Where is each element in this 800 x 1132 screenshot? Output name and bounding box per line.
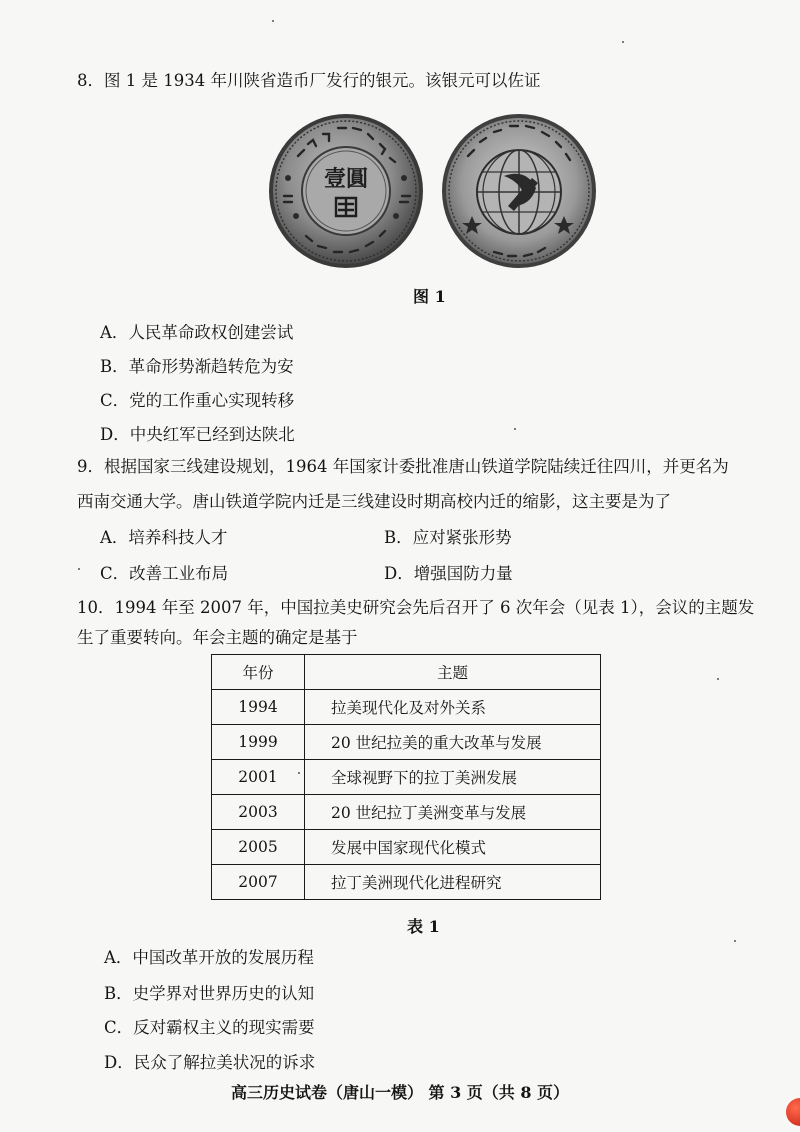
q10-table-caption: 表 1 (407, 917, 440, 936)
q9-option-d: D．增强国防力量 (384, 564, 513, 583)
q10-option-d: D．民众了解拉美状况的诉求 (104, 1053, 316, 1072)
page-footer: 高三历史试卷（唐山一模） 第 3 页（共 8 页） (230, 1083, 570, 1102)
q8-option-a: A．人民革命政权创建尝试 (100, 323, 294, 342)
table-cell-year: 2005 (212, 830, 305, 865)
coin-reverse (442, 114, 596, 268)
table-row (212, 725, 601, 760)
table-row (212, 830, 601, 865)
table-row (212, 795, 601, 830)
table-cell-theme: 拉美现代化及对外关系 (305, 690, 601, 725)
table-cell-year: 2007 (212, 865, 305, 900)
q9-option-b: B．应对紧张形势 (384, 528, 512, 547)
coin-obverse (269, 114, 423, 268)
q8-figure-caption: 图 1 (413, 287, 446, 306)
q8-option-c: C．党的工作重心实现转移 (100, 391, 295, 410)
q10-option-a: A．中国改革开放的发展历程 (104, 948, 314, 967)
table-cell-theme: 全球视野下的拉丁美洲发展 (305, 760, 601, 795)
q10-option-c: C．反对霸权主义的现实需要 (104, 1018, 315, 1037)
coin-obverse-center-text: 壹圓 (323, 166, 369, 192)
table-cell-theme: 发展中国家现代化模式 (305, 830, 601, 865)
table-cell-year: 1999 (212, 725, 305, 760)
table-row (212, 760, 601, 795)
table-cell-year: 2001 (212, 760, 305, 795)
q10-option-b: B．史学界对世界历史的认知 (104, 984, 315, 1003)
table-header-row (212, 655, 601, 690)
q10-table (211, 654, 601, 900)
table-cell-theme: 20 世纪拉美的重大改革与发展 (305, 725, 601, 760)
q9-stem-line1: 9．根据国家三线建设规划，1964 年国家计委批准唐山铁道学院陆续迁往四川，并更名为 (77, 457, 729, 476)
q8-option-d: D．中央红军已经到达陕北 (100, 425, 295, 444)
q9-stem-line2: 西南交通大学。唐山铁道学院内迁是三线建设时期高校内迁的缩影，这主要是为了 (77, 492, 671, 511)
table-row (212, 865, 601, 900)
q8-option-b: B．革命形势渐趋转危为安 (100, 357, 294, 376)
scan-speck (272, 20, 274, 22)
scan-speck (298, 772, 300, 774)
table-header-theme: 主题 (305, 655, 601, 690)
q8-figure-silver-coins (268, 106, 598, 276)
q9-option-a: A．培养科技人才 (100, 528, 228, 547)
q10-stem-line2: 生了重要转向。年会主题的确定是基于 (77, 628, 358, 647)
q8-stem: 8．图 1 是 1934 年川陕省造币厂发行的银元。该银元可以佐证 (77, 71, 541, 90)
scan-speck (717, 678, 719, 680)
q10-stem-line1: 10．1994 年至 2007 年，中国拉美史研究会先后召开了 6 次年会（见表 1），会议的主题发 (77, 598, 755, 617)
scan-speck (78, 568, 80, 570)
table-cell-theme: 拉丁美洲现代化进程研究 (305, 865, 601, 900)
scan-speck (734, 940, 736, 942)
table-row (212, 690, 601, 725)
scan-speck (622, 41, 624, 43)
table-header-year: 年份 (212, 655, 305, 690)
table-cell-year: 1994 (212, 690, 305, 725)
scan-speck (514, 428, 516, 430)
table-cell-theme: 20 世纪拉丁美洲变革与发展 (305, 795, 601, 830)
q9-option-c: C．改善工业布局 (100, 564, 229, 583)
table-cell-year: 2003 (212, 795, 305, 830)
silver-coin-image (268, 106, 598, 276)
